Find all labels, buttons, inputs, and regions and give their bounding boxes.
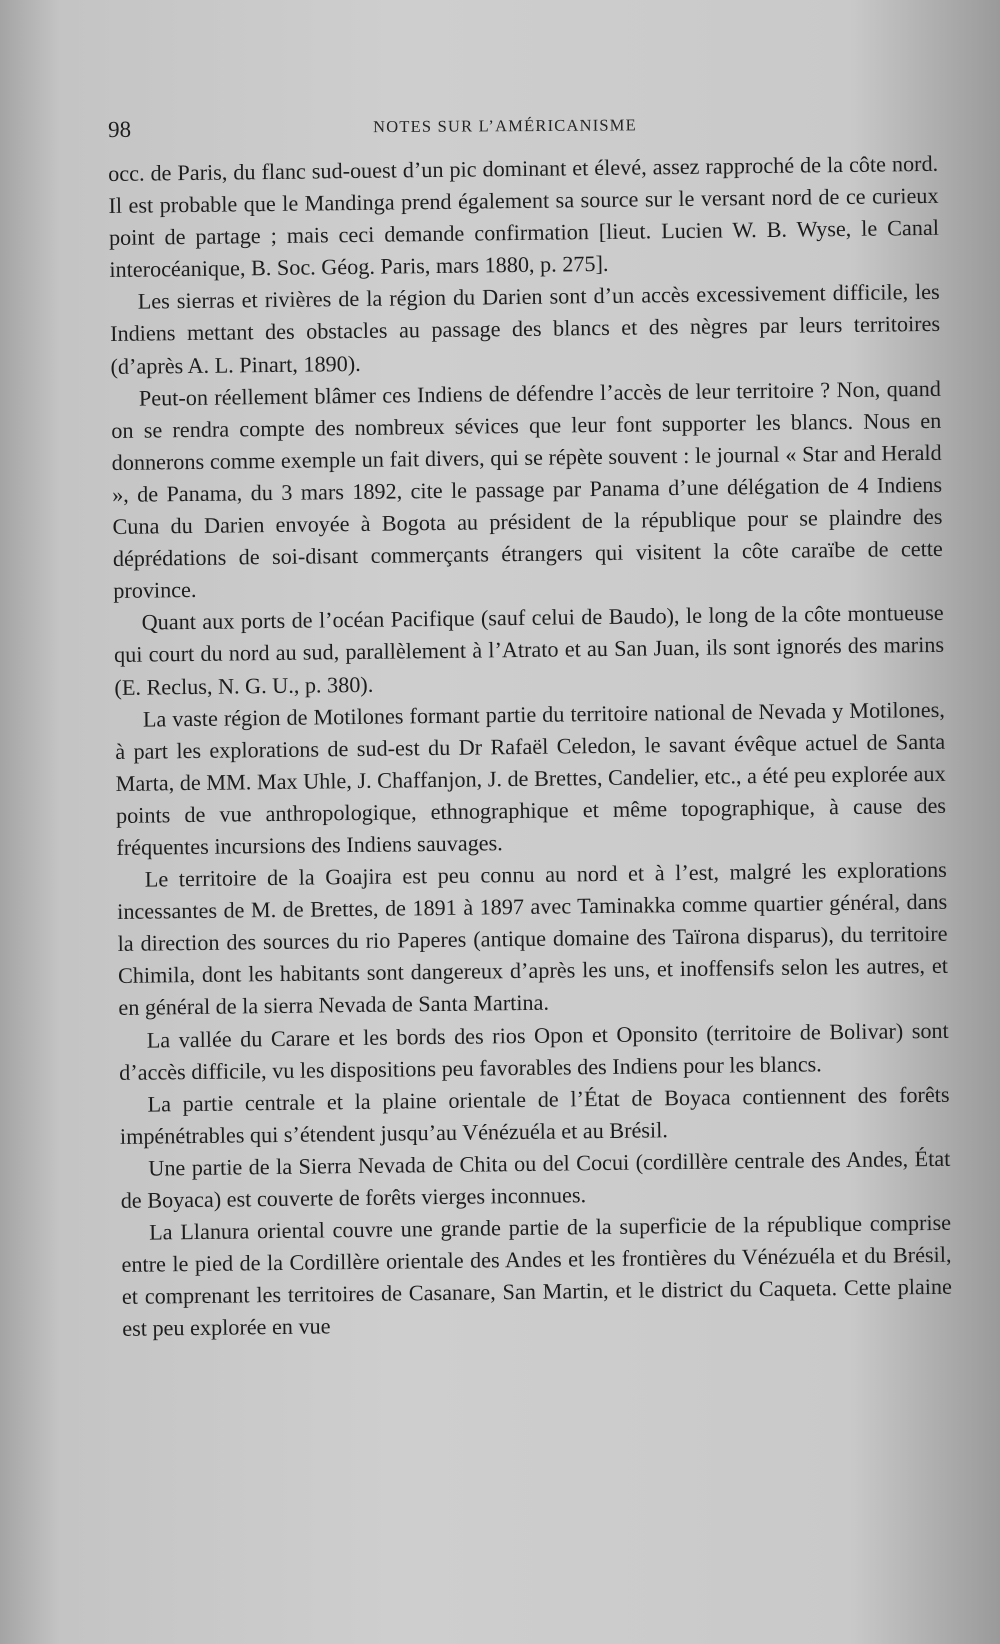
- paragraph: Le territoire de la Goajira est peu connu au nord et à l’est, malgré les explorations incessantes de M. de Brettes, de 1891 à 1897 avec Taminakka comme quartier général, dans la direction des sources du rio Paperes (antique domaine des Taïrona disparus), du territoire Chimila, dont les habitants sont dangereux d’après les uns, et inoffensifs selon les autres, et en général de la sierra Nevada de Santa Martina.: [117, 856, 949, 1021]
- paragraph: Une partie de la Sierra Nevada de Chita ou del Cocui (cordillère centrale des Andes, État de Boyaca) est couverte de forêts vierges inconnues.: [120, 1145, 951, 1213]
- paragraph: La partie centrale et la plaine orientale de l’État de Boyaca contiennent des forêts impénétrables qui s’étendent jusqu’au Vénézuéla et au Brésil.: [119, 1081, 950, 1149]
- paragraph: occ. de Paris, du flanc sud-ouest d’un pic dominant et élevé, assez rapproché de la côte nord. Il est probable que le Mandinga prend également sa source sur le versant nord de ce curieux point de partage ; mais ceci demande confirmation [lieut. Lucien W. B. Wyse, le Canal interocéanique, B. Soc. Géog. Paris, mars 1880, p. 275].: [108, 150, 940, 283]
- body-text: [108, 148, 952, 1346]
- paragraph: La vallée du Carare et les bords des rios Opon et Oponsito (territoire de Bolivar) sont d’accès difficile, vu les dispositions peu favorables des Indiens pour les blancs.: [119, 1017, 949, 1085]
- paragraph: La vaste région de Motilones formant partie du territoire national de Nevada y Motilones, à part les explorations de sud-est du Dr Rafaël Celedon, le savant évêque actuel de Santa Marta, de MM. Max Uhle, J. Chaffanjon, J. de Brettes, Candelier, etc., a été peu explorée aux points de vue anthropologique, ethnographique et même topographique, à cause des fréquentes incursions des Indiens sauvages.: [115, 696, 947, 860]
- running-title: NOTES SUR L’AMÉRICANISME: [373, 115, 637, 137]
- page-header: [108, 106, 938, 142]
- paragraph: La Llanura oriental couvre une grande partie de la superficie de la république comprise entre le pied de la Cordillère orientale des Andes et les frontières du Vénézuéla et du Brésil, et comprenant les territoires de Casanare, San Martin, et le district du Caqueta. Cette plaine est peu explorée en vue: [121, 1209, 953, 1342]
- paragraph: Quant aux ports de l’océan Pacifique (sauf celui de Baudo), le long de la côte montueuse qui court du nord au sud, parallèlement à l’Atrato et au San Juan, ils sont ignorés des marins (E. Reclus, N. G. U., p. 380).: [113, 600, 945, 700]
- page-number: 98: [108, 116, 132, 142]
- paragraph: Les sierras et rivières de la région du Darien sont d’un accès excessivement difficile, les Indiens mettant des obstacles au passage des blancs et des nègres par leurs territoires (d’après A. L. Pinart, 1890).: [109, 279, 941, 379]
- paragraph: Peut-on réellement blâmer ces Indiens de défendre l’accès de leur territoire ? Non, quand on se rendra compte des nombreux sévices que leur font supporter les blancs. Nous en donnerons comme exemple un fait divers, qui se répète souvent : le journal « Star and Herald », de Panama, du 3 mars 1892, cite le passage par Panama d’une délégation de 4 Indiens Cuna du Darien envoyée à Bogota au président de la république pour se plaindre des déprédations de soi-disant commerçants étrangers qui visitent la côte caraïbe de cette province.: [111, 375, 943, 604]
